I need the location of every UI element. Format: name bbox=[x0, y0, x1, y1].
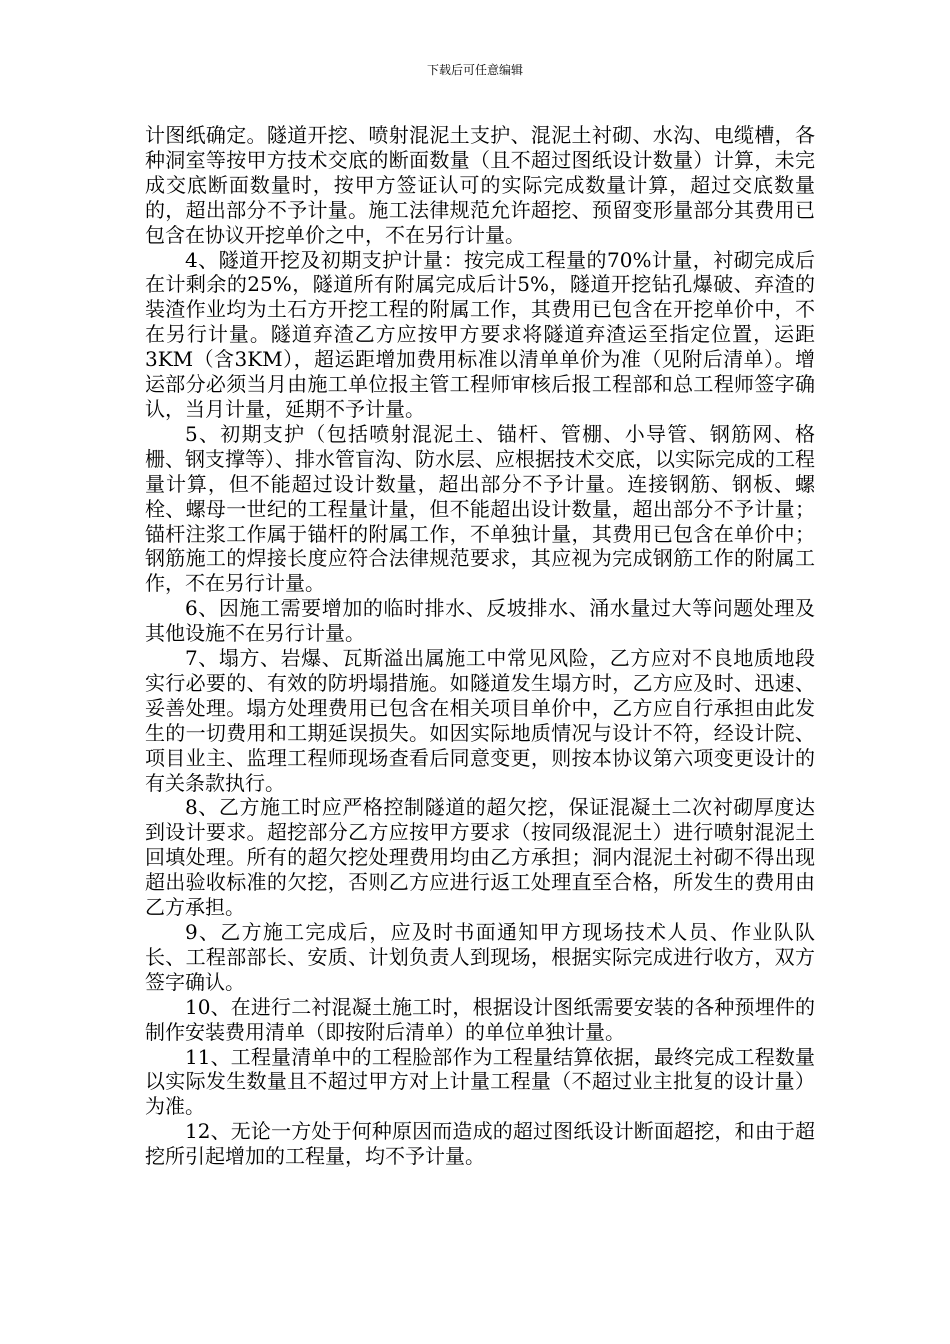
page-header: 下载后可任意编辑 bbox=[426, 63, 523, 77]
paragraph-item-10: 10、在进行二衬混凝土施工时，根据设计图纸需要安装的各种预埋件的制作安装费用清单（即按附后清单）的单位单独计量。 bbox=[145, 994, 815, 1044]
paragraph-item-7: 7、塌方、岩爆、瓦斯溢出属施工中常见风险，乙方应对不良地质地段实行必要的、有效的防坍塌措施。如隧道发生塌方时，乙方应及时、迅速、妥善处理。塌方处理费用已包含在相关项目单价中，乙方应自行承担由此发生的一切费用和工期延误损失。如因实际地质情况与设计不符，经设计院、项目业主、监理工程师现场查看后同意变更，则按本协议第六项变更设计的有关条款执行。 bbox=[145, 646, 815, 795]
paragraph-item-12: 12、无论一方处于何种原因而造成的超过图纸设计断面超挖，和由于超挖所引起增加的工程量，均不予计量。 bbox=[145, 1119, 815, 1169]
paragraph-item-6: 6、因施工需要增加的临时排水、反坡排水、涌水量过大等问题处理及其他设施不在另行计量。 bbox=[145, 596, 815, 646]
document-body bbox=[145, 123, 815, 1169]
paragraph-item-4: 4、隧道开挖及初期支护计量：按完成工程量的70%计量，衬砌完成后在计剩余的25%，隧道所有附属完成后计5%，隧道开挖钻孔爆破、弃渣的装渣作业均为土石方开挖工程的附属工作，其费用已包含在开挖单价中，不在另行计量。隧道弃渣乙方应按甲方要求将隧道弃渣运至指定位置，运距3KM（含3KM），超运距增加费用标准以清单单价为准（见附后清单）。增运部分必须当月由施工单位报主管工程师审核后报工程部和总工程师签字确认，当月计量，延期不予计量。 bbox=[145, 247, 815, 421]
paragraph-continued: 计图纸确定。隧道开挖、喷射混泥土支护、混泥土衬砌、水沟、电缆槽，各种洞室等按甲方技术交底的断面数量（且不超过图纸设计数量）计算，未完成交底断面数量时，按甲方签证认可的实际完成数量计算，超过交底数量的，超出部分不予计量。施工法律规范允许超挖、预留变形量部分其费用已包含在协议开挖单价之中，不在另行计量。 bbox=[145, 123, 815, 247]
paragraph-item-8: 8、乙方施工时应严格控制隧道的超欠挖，保证混凝土二次衬砌厚度达到设计要求。超挖部分乙方应按甲方要求（按同级混泥土）进行喷射混泥土回填处理。所有的超欠挖处理费用均由乙方承担；洞内混泥土衬砌不得出现超出验收标准的欠挖，否则乙方应进行返工处理直至合格，所发生的费用由乙方承担。 bbox=[145, 795, 815, 920]
paragraph-item-11: 11、工程量清单中的工程脸部作为工程量结算依据，最终完成工程数量以实际发生数量且不超过甲方对上计量工程量（不超过业主批复的设计量）为准。 bbox=[145, 1044, 815, 1119]
paragraph-item-5: 5、初期支护（包括喷射混泥土、锚杆、管棚、小导管、钢筋网、格栅、钢支撑等）、排水管盲沟、防水层、应根据技术交底，以实际完成的工程量计算，但不能超过设计数量，超出部分不予计量。连接钢筋、钢板、螺栓、螺母一世纪的工程量计量，但不能超出设计数量，超出部分不予计量；锚杆注浆工作属于锚杆的附属工作，不单独计量，其费用已包含在单价中；钢筋施工的焊接长度应符合法律规范要求，其应视为完成钢筋工作的附属工作，不在另行计量。 bbox=[145, 421, 815, 596]
paragraph-item-9: 9、乙方施工完成后，应及时书面通知甲方现场技术人员、作业队队长、工程部部长、安质、计划负责人到现场，根据实际完成进行收方，双方签字确认。 bbox=[145, 920, 815, 994]
